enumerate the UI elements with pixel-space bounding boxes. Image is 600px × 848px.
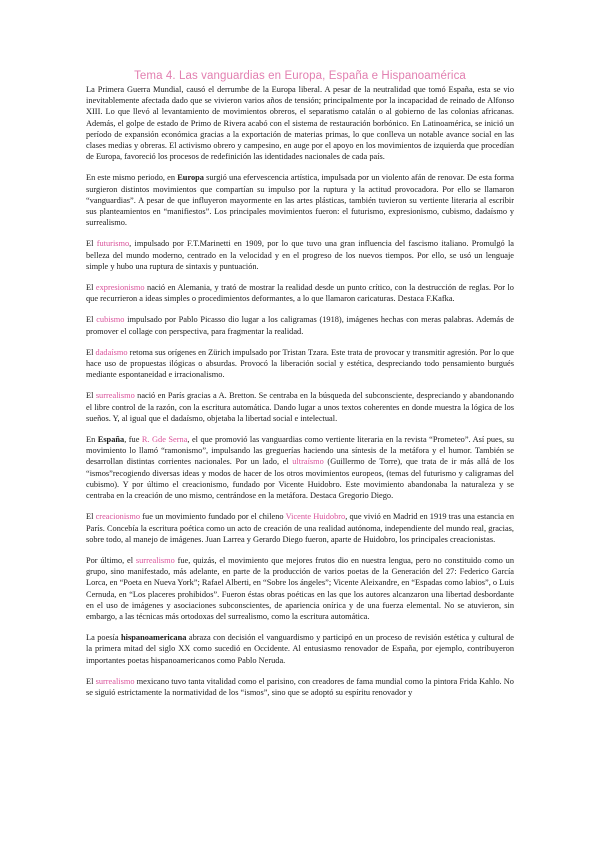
paragraph (86, 347, 514, 381)
document-title: Tema 4. Las vanguardias en Europa, España e Hispanoamérica (134, 70, 466, 82)
paragraph-text: El (86, 676, 96, 686)
paragraph-text: , que vivió en Madrid en 1919 tras una estancia en París. Concebía la escritura poética como un acto de creación de una realidad autónoma, independiente del mundo real, gracias, sobre todo, al manejo de imágenes. Juan Larrea y Gerardo Diego fueron, aparte de Huidobro, los principales creacionistas. (86, 512, 514, 544)
paragraph (86, 282, 514, 304)
paragraph (86, 511, 514, 545)
paragraph (86, 390, 514, 424)
paragraph-text: nació en Alemania, y trató de mostrar la realidad desde un punto crítico, con la destrucción de reglas. Por lo que recurrieron a ideas simples o procedimientos deformantes, a lo que llamaron caricaturas. Destaca F.Kafka. (86, 283, 514, 304)
paragraph-text: nació en París gracias a A. Bretton. Se centraba en la búsqueda del subconsciente, despreciando y abandonando el libre control de la razón, con la escritura automática. Dando lugar a unos textos coherentes en donde muestra la lógica de los sueños. Y, al igual que el dadaísmo, objetaba la libertad social e intelectual. (86, 391, 514, 423)
paragraph-text: surgió una efervescencia artística, impulsada por un violento afán de renovar. De esta forma surgieron distintos movimientos que compartían su impulso por la ruptura y la actitud provocadora. Por ello se llamaron “vanguardias”. A pesar de que influyeron mayormente en las artes plásticas, también tuvieron su vertiente literaria al escribir sus planteamientos en “manifiestos”. Los principales movimientos fueron: el futurismo, expresionismo, cubismo, dadaísmo y surrealismo. (86, 173, 514, 228)
highlighted-term: surrealismo (95, 676, 135, 686)
document-body (86, 84, 514, 698)
paragraph-text: La poesía (86, 633, 122, 643)
bold-term: Europa (177, 173, 204, 183)
paragraph-text: Por último, el (86, 555, 136, 565)
paragraph-text: fue, quizás, el movimiento que mejores frutos dio en nuestra lengua, pero no constituido como un grupo, sino manifestado, más adelante, en parte de la producción de varios poetas de la Generación del 27: Federico García Lorca, en “Poeta en Nueva York”; Rafael Alberti, en “Sobre los ángeles”; Vicente Aleixandre, en “Espadas como labios”, o Luis Cernuda, en “Los placeres prohibidos”. Fueron éstas obras poéticas en las que los autores alcanzaron una libertad desbordante en el uso de imágenes y asociaciones subconscientes, de apariencia onírica y de una fuerza elemental. No se atuvieron, sin embargo, a las técnicas más ortodoxas del surrealismo, como la escritura automática. (86, 555, 514, 621)
paragraph-text: fue un movimiento fundado por el chileno (140, 512, 286, 522)
highlighted-term: futurismo (96, 239, 130, 249)
paragraph-text: retoma sus orígenes en Zürich impulsado por Tristan Tzara. Este trata de provocar y transmitir agresión. Por lo que hace uso de propuestas ilógicas o absurdas. Provocó la liberación social y estética, despreciando todo pensamiento burgués mediante espontaneidad e irracionalismo. (86, 347, 514, 380)
paragraph-text: El (86, 283, 96, 293)
bold-term: hispanoamericana (121, 633, 187, 643)
highlighted-term: dadaísmo (95, 347, 128, 357)
highlighted-term: surrealismo (135, 555, 175, 565)
paragraph (86, 84, 514, 162)
highlighted-term: Vicente Huidobro (285, 512, 346, 522)
paragraph-text: , el que promovió las vanguardias como vertiente literaria en la revista “Prometeo”. Así pues, su movimiento lo llamó “ramonismo”, impulsando las greguerías haciendo una síntesis de la metáfora y el humor. También se desarrollan distintas corrientes nacionales. Por un lado, el (86, 435, 514, 467)
paragraph-text: abraza con decisión el vanguardismo y participó en un proceso de revisión estética y cultural de la primera mitad del siglo XX como sucedió en Occidente. Al entusiasmo renovador de España, por ejemplo, contribuyeron importantes poetas hispanoamericanos como Pablo Neruda. (86, 633, 514, 665)
highlighted-term: creacionismo (95, 512, 141, 522)
paragraph (86, 676, 514, 698)
paragraph (86, 314, 514, 336)
paragraph (86, 238, 514, 272)
paragraph-text: El (86, 239, 97, 249)
highlighted-term: ultraísmo (292, 457, 324, 467)
paragraph (86, 555, 514, 622)
highlighted-term: R. Gde Serna (141, 435, 188, 445)
paragraph-text: El (86, 391, 96, 401)
paragraph-text: El (86, 315, 97, 325)
paragraph-text: La Primera Guerra Mundial, causó el derrumbe de la Europa liberal. A pesar de la neutralidad que tomó España, esta se vio inevitablemente afectada dado que se vivieron varios años de tensión; principalmente por la incapacidad de reinado de Alfonso XIII. Lo que llevó al levantamiento de movimientos obreros, el separatismo catalán o al gobierno de las colonias africanas. Además, el golpe de estado de Primo de Rivera acabó con el sistema de restauración borbónico. En Latinoamérica, se inició un período de expansión económica gracias a la exportación de materias primas, lo que conlleva un notable avance social en las clases medias y obreras. El activismo obrero y campesino, en auge por el apoyo en los movimientos de izquierda que procedían de Europa, favoreció los procesos de redefinición las identidades nacionales de cada país. (86, 85, 514, 162)
paragraph-text: En este mismo periodo, en (86, 173, 178, 183)
bold-term: España (97, 435, 125, 445)
paragraph-text: En (86, 435, 98, 445)
highlighted-term: surrealismo (95, 391, 135, 401)
paragraph-text: El (86, 347, 96, 357)
highlighted-term: expresionismo (95, 283, 145, 293)
paragraph-text: El (86, 512, 96, 522)
paragraph-text: impulsado por Pablo Picasso dio lugar a los caligramas (1918), imágenes hechas con meras palabras. Además de promover el collage con perspectiva, para fragmentar la realidad. (86, 315, 514, 336)
paragraph (86, 434, 514, 501)
paragraph (86, 632, 514, 666)
paragraph-text: , impulsado por F.T.Marinetti en 1909, por lo que tuvo una gran influencia del fascismo italiano. Promulgó la belleza del mundo moderno, centrado en la velocidad y en el progreso de los nuevos tiempos. Por ello, se usó un lenguaje simple y hubo una ruptura de sintaxis y puntuación. (86, 239, 514, 271)
highlighted-term: cubismo (96, 315, 125, 325)
paragraph-text: (Guillermo de Torre), que trata de ir más allá de los “ismos”recogiendo diversas ideas y modos de hacer de los otros movimientos europeos, (temas del futurismo y caligramas del cubismo). Y por último el creacionismo, fundado por Vicente Huidobro. Este movimiento abandonaba la naturaleza y se centraba en la creación de uno mismo, centrándose en la metáfora. Destaca Gregorio Diego. (86, 457, 514, 501)
paragraph (86, 172, 514, 228)
paragraph-text: , fue (124, 435, 142, 445)
paragraph-text: mexicano tuvo tanta vitalidad como el parisino, con creadores de fama mundial como la pintora Frida Kahlo. No se siguió estrictamente la normatividad de los “ismos”, sino que se adoptó su espíritu renovador y (86, 676, 514, 697)
